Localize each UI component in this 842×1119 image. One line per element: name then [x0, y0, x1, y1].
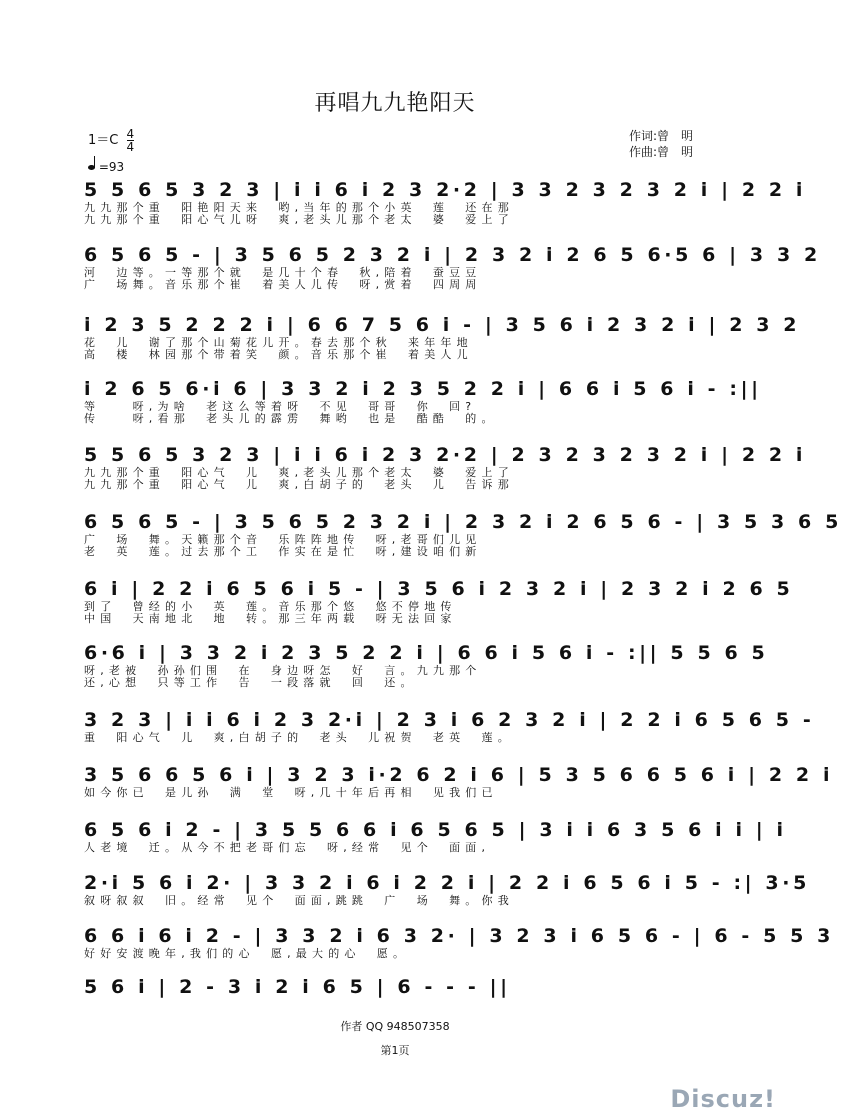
- notation-line: 6 5 6 5 - | 3 5 6 5 2 3 2 i | 2 3 2 i 2 6 5 6·5 6 | 3 3 2: [84, 244, 821, 266]
- notation-line: 6 i | 2 2 i 6 5 6 i 5 - | 3 5 6 i 2 3 2 i | 2 3 2 i 2 6 5: [84, 578, 794, 600]
- lyric-line: 中国 天南地北 地 转。那三年两载 呀无法回家: [84, 612, 457, 625]
- notation-line: 5 6 i | 2 - 3 i 2 i 6 5 | 6 - - - ||: [84, 976, 511, 998]
- notation-line: 5 5 6 5 3 2 3 | i i 6 i 2 3 2·2 | 3 3 2 3 2 3 2 i | 2 2 i: [84, 179, 807, 201]
- time-signature-top: 4: [126, 127, 135, 141]
- notation-line: i 2 3 5 2 2 2 i | 6 6 7 5 6 i - | 3 5 6 i 2 3 2 i | 2 3 2: [84, 314, 801, 336]
- key-signature: 1＝C: [88, 133, 119, 148]
- lyric-line: 九九那个重 阳心气 儿 爽,白胡子的 老头 儿 告诉那: [84, 478, 514, 491]
- score-system: [84, 443, 807, 491]
- lyric-line: 如今你已 是儿孙 满 堂 呀,几十年后再相 见我们已: [84, 786, 498, 799]
- watermark-logo: Discuz!: [670, 1085, 776, 1113]
- lyric-line: 广 场 舞。天籁那个音 乐阵阵地传 呀,老哥们儿见: [84, 533, 482, 546]
- lyric-line: 广 场舞。音乐那个崔 着美人儿传 呀,赏着 四周周: [84, 278, 482, 291]
- notation-line: 2·i 5 6 i 2· | 3 3 2 i 6 i 2 2 i | 2 2 i 6 5 6 i 5 - :| 3·5: [84, 872, 810, 894]
- time-signature-bottom: 4: [126, 140, 135, 154]
- lyric-line: 九九那个重 阳艳阳天来 哟,当年的那个小英 莲 还在那: [84, 201, 514, 214]
- lyric-line: 人老境 迁。从今不把老哥们忘 呀,经常 见个 面面,: [84, 841, 491, 854]
- notation-line: 6·6 i | 3 3 2 i 2 3 5 2 2 i | 6 6 i 5 6 i - :|| 5 5 6 5: [84, 642, 769, 664]
- lyric-line: 重 阳心气 儿 爽,白胡子的 老头 儿祝贺 老英 莲。: [84, 731, 514, 744]
- composer: 作曲:曾 明: [629, 145, 694, 159]
- score-system: [84, 178, 807, 226]
- notation-line: 6 5 6 i 2 - | 3 5 5 6 6 i 6 5 6 5 | 3 i i 6 3 5 6 i i | i: [84, 819, 787, 841]
- lyric-line: 好好安渡晚年,我们的心 愿,最大的心 愿。: [84, 947, 410, 960]
- lyric-line: 高 楼 林园那个带着笑 颜。音乐那个崔 着美人儿: [84, 348, 473, 361]
- lyric-line: 呀,老被 孙孙们围 在 身边呀怎 好 言。九九那个: [84, 664, 482, 677]
- score-system: [84, 377, 762, 425]
- score-system: [84, 313, 801, 361]
- lyric-line: 九九那个重 阳心气 儿 爽,老头儿那个老太 婆 爱上了: [84, 466, 514, 479]
- quarter-note-icon: [88, 165, 95, 170]
- lyricist: 作词:曾 明: [629, 129, 694, 143]
- notation-line: 3 2 3 | i i 6 i 2 3 2·i | 2 3 i 6 2 3 2 i | 2 2 i 6 5 6 5 -: [84, 709, 815, 731]
- lyric-line: 等 呀,为啥 老这么等着呀 不见 哥哥 你 回?: [84, 400, 477, 413]
- score-system: [84, 641, 769, 689]
- tempo-value: =93: [98, 160, 125, 174]
- score-system: [84, 577, 794, 625]
- score-system: [84, 510, 842, 558]
- tempo-marking: [88, 159, 134, 175]
- lyric-line: 到了 曾经的小 英 莲。音乐那个悠 悠不停地传: [84, 600, 457, 613]
- lyric-line: 河 边等。一等那个就 是几十个春 秋,陪着 蚕豆豆: [84, 266, 482, 279]
- lyric-line: 还,心想 只等工作 告 一段落就 回 还。: [84, 676, 417, 689]
- key-and-meter: [88, 128, 134, 175]
- score-system: [84, 871, 810, 907]
- lyric-line: 九九那个重 阳心气儿呀 爽,老头儿那个老太 婆 爱上了: [84, 213, 514, 226]
- author-note: 作者 QQ 948507358: [340, 1020, 450, 1033]
- lyric-line: 老 英 莲。过去那个工 作实在是忙 呀,建设咱们新: [84, 545, 482, 558]
- lyric-line: 叙呀叙叙 旧。经常 见个 面面,跳跳 广 场 舞。你我: [84, 894, 514, 907]
- lyric-line: 花 儿 谢了那个山菊花儿开。春去那个秋 来年年地: [84, 336, 473, 349]
- score-system: [84, 708, 815, 744]
- notation-line: 6 6 i 6 i 2 - | 3 3 2 i 6 3 2· | 3 2 3 i 6 5 6 - | 6 - 5 5 3: [84, 925, 834, 947]
- score-system: [84, 975, 732, 999]
- page-number: 第1页: [380, 1044, 410, 1057]
- credits: [629, 128, 693, 160]
- time-signature: [127, 128, 135, 153]
- notation-line: 5 5 6 5 3 2 3 | i i 6 i 2 3 2·2 | 2 3 2 3 2 3 2 i | 2 2 i: [84, 444, 807, 466]
- score-system: [84, 818, 787, 854]
- notation-line: 3 5 6 6 5 6 i | 3 2 3 i·2 6 2 i 6 | 5 3 5 6 6 5 6 i | 2 2 i: [84, 764, 834, 786]
- score-system: [84, 763, 834, 799]
- notation-line: i 2 6 5 6·i 6 | 3 3 2 i 2 3 5 2 2 i | 6 6 i 5 6 i - :||: [84, 378, 762, 400]
- lyric-line: 传 呀,看那 老头儿的霹雳 舞哟 也是 酷酷 的。: [84, 412, 498, 425]
- song-title: 再唱九九艳阳天: [314, 91, 476, 116]
- notation-line: 6 5 6 5 - | 3 5 6 5 2 3 2 i | 2 3 2 i 2 6 5 6 - | 3 5 3 6 5: [84, 511, 842, 533]
- score-system: [84, 924, 834, 960]
- score-system: [84, 243, 821, 291]
